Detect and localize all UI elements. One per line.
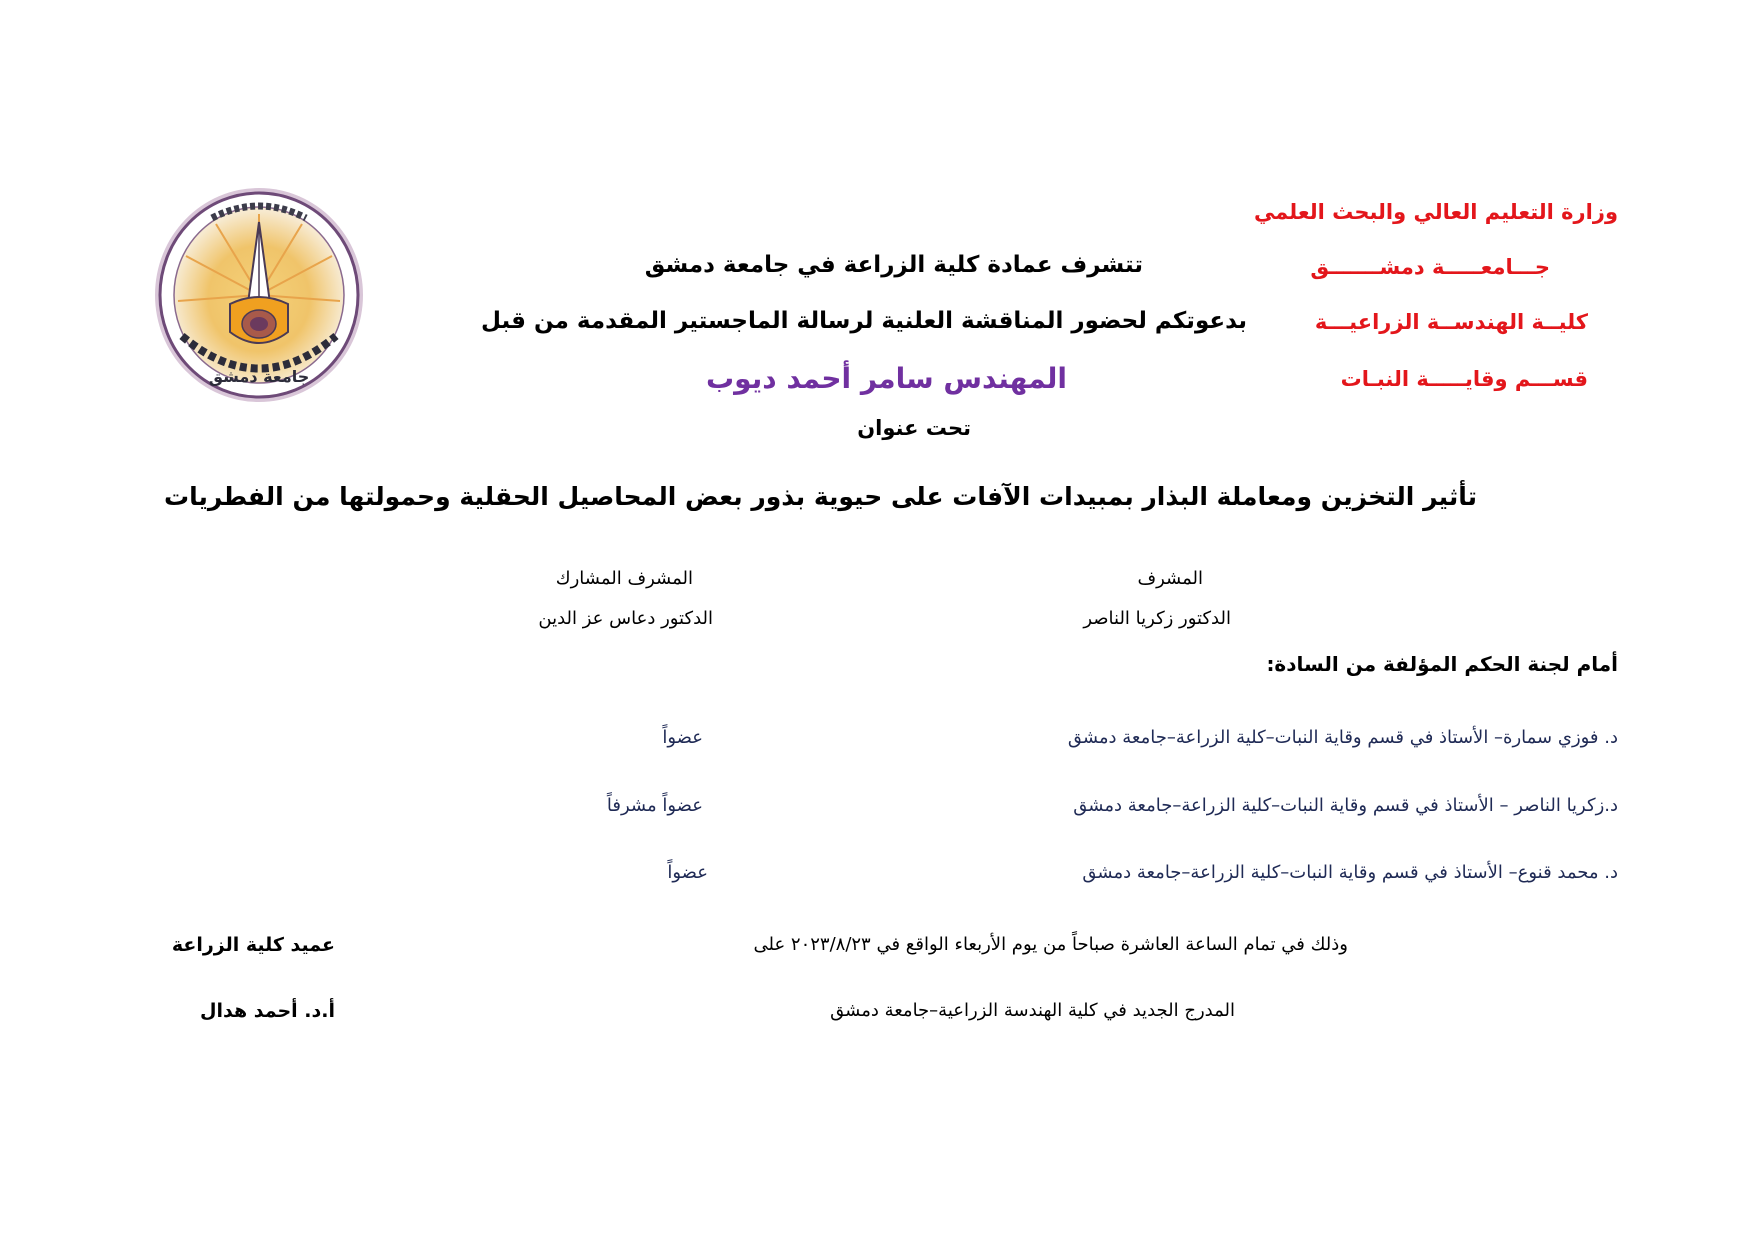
committee-member-1: د. فوزي سمارة– الأستاذ في قسم وقاية النبات–كلية الزراعة–جامعة دمشق xyxy=(1067,727,1618,748)
dean-title: عميد كلية الزراعة xyxy=(171,934,335,956)
thesis-title: تأثير التخزين ومعاملة البذار بمبيدات الآفات على حيوية بذور بعض المحاصيل الحقلية وحمولتها من الفطريات xyxy=(164,482,1477,511)
ministry-name: وزارة التعليم العالي والبحث العلمي xyxy=(1253,200,1618,224)
committee-role-1: عضواً xyxy=(662,727,703,748)
faculty-name: كليــة الهندســة الزراعيـــة xyxy=(1314,310,1588,334)
university-seal-icon xyxy=(152,186,366,404)
supervisor-label: المشرف xyxy=(1137,568,1203,589)
co-supervisor-label: المشرف المشارك xyxy=(555,568,693,589)
supervisor-name: الدكتور زكريا الناصر xyxy=(1083,608,1231,629)
time-line: وذلك في تمام الساعة العاشرة صباحاً من يوم الأربعاء الواقع في ٢٠٢٣/٨/٢٣ على xyxy=(753,934,1348,955)
department-name: قســـم وقايـــــة النبـات xyxy=(1340,367,1588,391)
committee-member-2: د.زكريا الناصر – الأستاذ في قسم وقاية النبات–كلية الزراعة–جامعة دمشق xyxy=(1073,795,1618,816)
candidate-name: المهندس سامر أحمد ديوب xyxy=(706,362,1067,395)
title-label: تحت عنوان xyxy=(857,416,971,440)
place-line: المدرج الجديد في كلية الهندسة الزراعية–جامعة دمشق xyxy=(830,1000,1235,1021)
dean-name: أ.د. أحمد هدال xyxy=(200,1000,335,1022)
committee-member-3: د. محمد قنوع– الأستاذ في قسم وقاية النبات–كلية الزراعة–جامعة دمشق xyxy=(1082,862,1618,883)
co-supervisor-name: الدكتور دعاس عز الدين xyxy=(538,608,713,629)
committee-role-3: عضواً xyxy=(667,862,708,883)
committee-heading: أمام لجنة الحكم المؤلفة من السادة: xyxy=(1266,652,1618,676)
committee-role-2: عضواً مشرفاً xyxy=(606,795,703,816)
university-name: جـــامعـــــة دمشـــــــق xyxy=(1310,255,1550,279)
svg-text:جامعة دمشق: جامعة دمشق xyxy=(208,367,310,386)
invitation-line-1: تتشرف عمادة كلية الزراعة في جامعة دمشق xyxy=(644,252,1143,278)
invitation-line-2: بدعوتكم لحضور المناقشة العلنية لرسالة الماجستير المقدمة من قبل xyxy=(481,308,1247,334)
